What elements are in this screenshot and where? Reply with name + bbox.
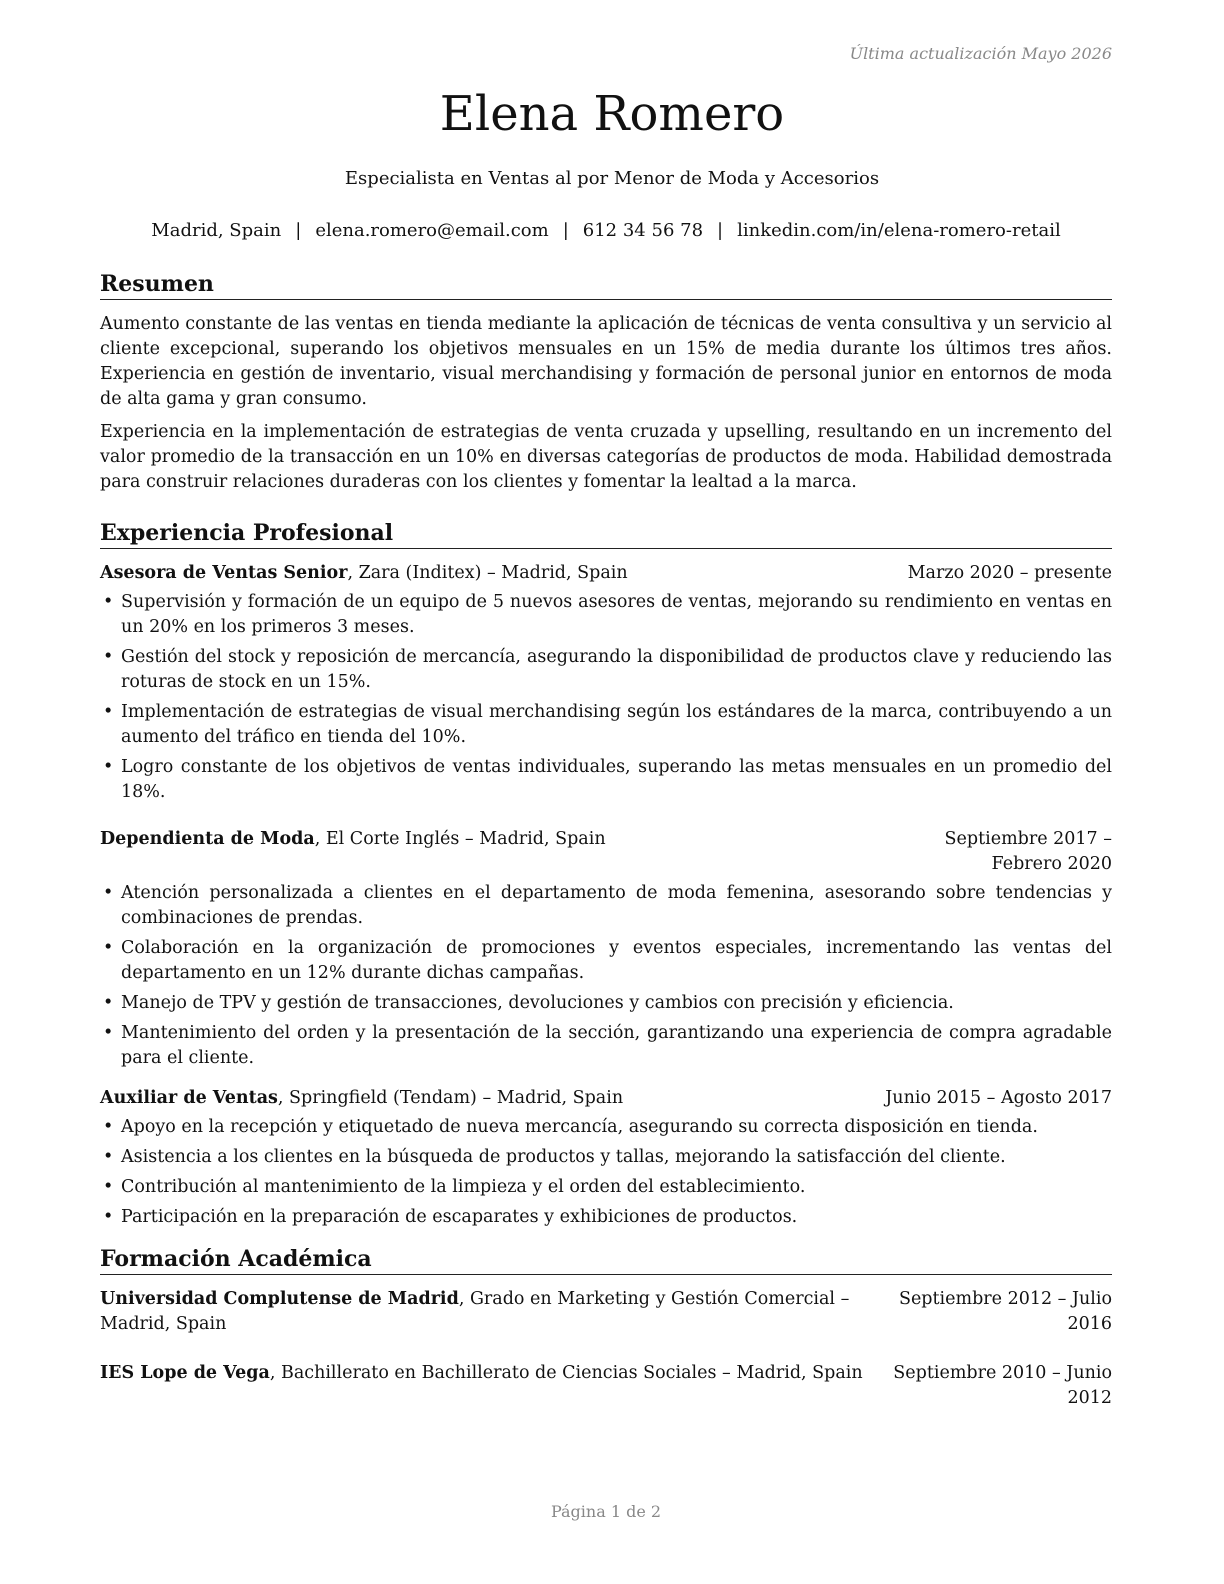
job-role: Auxiliar de Ventas [100, 1088, 278, 1108]
job-dates: Marzo 2020 – presente [907, 563, 1112, 583]
experience-section [100, 519, 1112, 1230]
education-dates: Septiembre 2010 – Junio 2012 [893, 1363, 1112, 1408]
list-item: • Contribución al mantenimiento de la limpieza y el orden del establecimiento. [100, 1175, 1112, 1200]
bullet-icon: • [103, 1207, 114, 1227]
job-header [100, 1086, 1112, 1111]
education-entry [100, 1287, 1112, 1337]
job-org: , Springfield (Tendam) – Madrid, Spain [277, 1088, 624, 1108]
education-section [100, 1245, 1112, 1411]
education-institution: Universidad Complutense de Madrid [100, 1289, 459, 1309]
bullet-icon: • [103, 1117, 114, 1137]
bullet-icon: • [103, 1177, 114, 1197]
job-dates: Junio 2015 – Agosto 2017 [885, 1088, 1112, 1108]
education-detail: , Bachillerato en Bachillerato de Ciencias Sociales – Madrid, Spain [269, 1363, 863, 1383]
contact-email[interactable]: elena.romero@email.com [315, 220, 549, 241]
bullet-icon: • [103, 1147, 114, 1167]
list-item: • Logro constante de los objetivos de ventas individuales, superando las metas mensuales en un promedio del 18%. [103, 757, 1112, 802]
contact-separator: | [295, 220, 302, 241]
bullet-icon: • [103, 993, 114, 1013]
list-item: • Participación en la preparación de escaparates y exhibiciones de productos. [100, 1205, 1112, 1230]
bullet-icon: • [103, 702, 114, 722]
job-dates: Septiembre 2017 – Febrero 2020 [944, 829, 1112, 874]
list-item: • Implementación de estrategias de visual merchandising según los estándares de la marca, contribuyendo a un aumento del tráfico en tienda del 10%. [103, 702, 1112, 747]
contact-separator: | [717, 220, 724, 241]
education-dates: Septiembre 2012 – Julio 2016 [898, 1289, 1112, 1334]
job-entry [100, 561, 1112, 805]
bullet-icon: • [103, 938, 114, 958]
bullet-icon: • [103, 883, 114, 903]
job-org: , El Corte Inglés – Madrid, Spain [314, 829, 606, 849]
bullet-icon: • [103, 647, 114, 667]
bullet-icon: • [103, 592, 114, 612]
list-item: • Apoyo en la recepción y etiquetado de nueva mercancía, asegurando su correcta disposición en tienda. [100, 1115, 1112, 1140]
section-title-summary: Resumen [100, 270, 1112, 300]
resume-body [100, 270, 1112, 1411]
list-item: • Asistencia a los clientes en la búsqueda de productos y tallas, mejorando la satisfacción del cliente. [100, 1145, 1112, 1170]
bullet-icon: • [103, 757, 114, 777]
page-number: Página 1 de 2 [550, 1502, 662, 1521]
list-item: • Colaboración en la organización de promociones y eventos especiales, incrementando las ventas del departamento en un 12% durante dichas campañas. [103, 938, 1112, 983]
last-updated: Última actualización Mayo 2026 [849, 44, 1112, 63]
list-item: • Mantenimiento del orden y la presentación de la sección, garantizando una experiencia de compra agradable para el cliente. [103, 1023, 1112, 1068]
job-role: Asesora de Ventas Senior [100, 563, 348, 583]
list-item: • Atención personalizada a clientes en el departamento de moda femenina, asesorando sobre tendencias y combinaciones de prendas. [103, 883, 1112, 928]
candidate-name: Elena Romero [439, 86, 785, 142]
contact-location: Madrid, Spain [151, 220, 282, 241]
list-item: • Manejo de TPV y gestión de transacciones, devoluciones y cambios con precisión y eficiencia. [100, 991, 1112, 1016]
summary-paragraph: Aumento constante de las ventas en tienda mediante la aplicación de técnicas de venta consultiva y un servicio al cliente excepcional, superando los objetivos mensuales en un 15% de media durante los últimos tres años. Experiencia en gestión de inventario, visual merchandising y formación de personal junior en entornos de moda de alta gama y gran consumo. [100, 314, 1112, 409]
job-org: , Zara (Inditex) – Madrid, Spain [347, 563, 628, 583]
summary-section [100, 270, 1112, 495]
job-entry [100, 1086, 1112, 1230]
contact-linkedin[interactable]: linkedin.com/in/elena-romero-retail [737, 220, 1061, 241]
education-detail: , Grado en Marketing y Gestión Comercial – Madrid, Spain [100, 1289, 850, 1334]
list-item: • Supervisión y formación de un equipo de 5 nuevos asesores de ventas, mejorando su rendimiento en ventas en un 20% en los primeros 3 meses. [103, 592, 1112, 637]
job-header [100, 827, 1112, 877]
education-entry [100, 1361, 1112, 1411]
contact-line [0, 220, 1212, 241]
job-entry [100, 827, 1112, 1071]
section-title-education: Formación Académica [100, 1245, 1112, 1275]
contact-separator: | [562, 220, 569, 241]
candidate-title: Especialista en Ventas al por Menor de Moda y Accesorios [344, 168, 880, 189]
job-role: Dependienta de Moda [100, 829, 315, 849]
section-title-experience: Experiencia Profesional [100, 519, 1112, 549]
job-header [100, 561, 1112, 586]
contact-phone[interactable]: 612 34 56 78 [582, 220, 704, 241]
summary-paragraph: Experiencia en la implementación de estrategias de venta cruzada y upselling, resultando en un incremento del valor promedio de la transacción en un 10% en diversas categorías de productos de moda. Habilidad demostrada para construir relaciones duraderas con los clientes y fomentar la lealtad a la marca. [100, 422, 1112, 492]
education-institution: IES Lope de Vega [100, 1363, 270, 1383]
bullet-icon: • [103, 1023, 114, 1043]
list-item: • Gestión del stock y reposición de mercancía, asegurando la disponibilidad de productos clave y reduciendo las roturas de stock en un 15%. [103, 647, 1112, 692]
